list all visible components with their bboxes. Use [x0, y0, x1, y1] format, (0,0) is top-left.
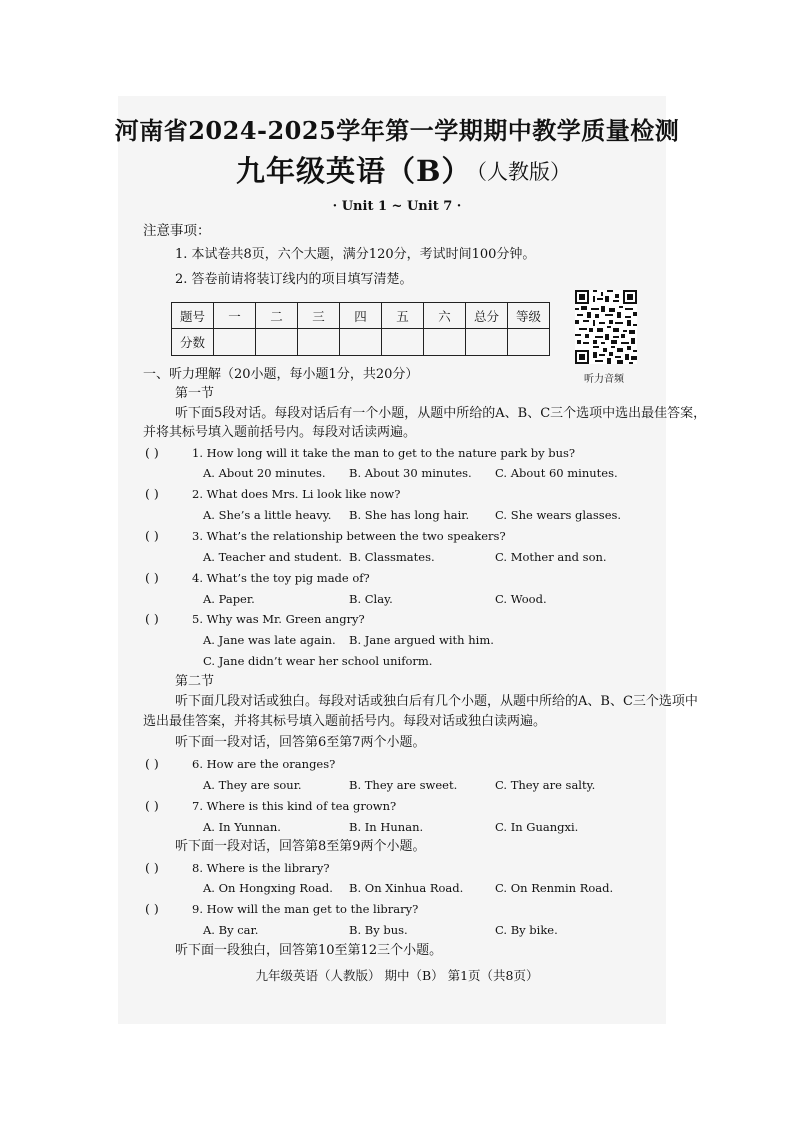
- score-cell: [466, 329, 508, 356]
- option-b: B. Clay.: [349, 592, 393, 606]
- question-text: 7. Where is this kind of tea grown?: [192, 799, 397, 813]
- part-1-instruction: 听下面5段对话。每段对话后有一个小题，从题中所给的A、B、C三个选项中选出最佳答案，: [175, 406, 707, 421]
- option-b: B. By bus.: [349, 923, 408, 937]
- note-item: 2. 答卷前请将装订线内的项目填写清楚。: [175, 272, 413, 287]
- page-footer: 九年级英语（人教版） 期中（B） 第1页（共8页）: [255, 968, 539, 983]
- option-c: C. On Renmin Road.: [495, 881, 614, 895]
- option-b: B. She has long hair.: [349, 508, 470, 522]
- answer-blank[interactable]: ( ): [145, 901, 159, 916]
- answer-blank[interactable]: ( ): [145, 860, 159, 875]
- answer-blank[interactable]: ( ): [145, 570, 159, 585]
- notes-heading: 注意事项：: [143, 223, 211, 239]
- option-c: C. They are salty.: [495, 778, 596, 792]
- part-2-instruction: 选出最佳答案，并将其标号填入题前括号内。每段对话或独白读两遍。: [143, 714, 547, 729]
- answer-blank[interactable]: ( ): [145, 445, 159, 460]
- score-header-cell: 题号: [172, 303, 214, 329]
- option-a: A. In Yunnan.: [203, 820, 281, 834]
- score-cell: [256, 329, 298, 356]
- exam-units-range: · Unit 1 ~ Unit 7 ·: [332, 199, 462, 214]
- question-text: 8. Where is the library?: [192, 861, 330, 875]
- score-header-cell: 六: [424, 303, 466, 329]
- part-1-label: 第一节: [175, 386, 215, 401]
- option-b: B. On Xinhua Road.: [349, 881, 464, 895]
- score-table-score-row: [172, 329, 550, 356]
- answer-blank[interactable]: ( ): [145, 486, 159, 501]
- score-header-cell: 等级: [508, 303, 550, 329]
- score-header-cell: 一: [214, 303, 256, 329]
- question-text: 1. How long will it take the man to get to the nature park by bus?: [192, 446, 576, 460]
- option-b: B. Jane argued with him.: [349, 633, 494, 647]
- answer-blank[interactable]: ( ): [145, 756, 159, 771]
- option-a: A. By car.: [203, 923, 259, 937]
- qr-code-icon: [575, 290, 637, 364]
- option-c: C. Wood.: [495, 592, 547, 606]
- option-a: A. About 20 minutes.: [203, 466, 326, 480]
- score-header-cell: 二: [256, 303, 298, 329]
- option-c: C. Jane didn’t wear her school uniform.: [203, 654, 433, 668]
- score-cell: [298, 329, 340, 356]
- score-row-label: 分数: [172, 329, 214, 356]
- question-text: 5. Why was Mr. Green angry?: [192, 612, 365, 626]
- score-cell: [340, 329, 382, 356]
- option-a: A. They are sour.: [203, 778, 302, 792]
- score-cell: [382, 329, 424, 356]
- score-header-cell: 三: [298, 303, 340, 329]
- option-c: C. She wears glasses.: [495, 508, 622, 522]
- option-b: B. About 30 minutes.: [349, 466, 472, 480]
- option-b: B. Classmates.: [349, 550, 435, 564]
- option-a: A. On Hongxing Road.: [203, 881, 333, 895]
- score-table-header-row: [172, 303, 550, 329]
- score-cell: [424, 329, 466, 356]
- monologue-lead: 听下面一段独白，回答第10至第12三个小题。: [175, 943, 443, 958]
- section-1-title: 一、听力理解（20小题，每小题1分，共20分）: [143, 367, 419, 382]
- option-a: A. Teacher and student.: [203, 550, 342, 564]
- option-b: B. They are sweet.: [349, 778, 458, 792]
- exam-subject-title: 九年级英语（B）: [236, 154, 472, 188]
- dialogue-lead: 听下面一段对话，回答第8至第9两个小题。: [175, 839, 426, 854]
- option-a: A. She’s a little heavy.: [203, 508, 332, 522]
- option-a: A. Jane was late again.: [203, 633, 336, 647]
- option-a: A. Paper.: [203, 592, 255, 606]
- score-header-cell: 五: [382, 303, 424, 329]
- question-text: 6. How are the oranges?: [192, 757, 336, 771]
- score-cell: [214, 329, 256, 356]
- question-text: 2. What does Mrs. Li look like now?: [192, 487, 401, 501]
- option-b: B. In Hunan.: [349, 820, 424, 834]
- part-2-label: 第二节: [175, 674, 215, 689]
- dialogue-lead: 听下面一段对话，回答第6至第7两个小题。: [175, 735, 426, 750]
- exam-title: 河南省2024-2025学年第一学期期中教学质量检测: [114, 116, 680, 145]
- question-text: 3. What’s the relationship between the two speakers?: [192, 529, 506, 543]
- note-item: 1. 本试卷共8页，六个大题，满分120分，考试时间100分钟。: [175, 247, 536, 262]
- qr-caption: 听力音频: [584, 374, 624, 385]
- option-c: C. In Guangxi.: [495, 820, 579, 834]
- option-c: C. Mother and son.: [495, 550, 607, 564]
- score-cell: [508, 329, 550, 356]
- score-header-cell: 四: [340, 303, 382, 329]
- part-1-instruction: 并将其标号填入题前括号内。每段对话读两遍。: [143, 425, 417, 440]
- score-header-cell: 总分: [466, 303, 508, 329]
- option-c: C. About 60 minutes.: [495, 466, 618, 480]
- exam-edition: （人教版）: [466, 160, 571, 184]
- option-c: C. By bike.: [495, 923, 558, 937]
- question-text: 9. How will the man get to the library?: [192, 902, 419, 916]
- answer-blank[interactable]: ( ): [145, 611, 159, 626]
- part-2-instruction: 听下面几段对话或独白。每段对话或独白后有几个小题，从题中所给的A、B、C三个选项中: [175, 694, 698, 709]
- answer-blank[interactable]: ( ): [145, 528, 159, 543]
- score-table: [171, 302, 550, 356]
- question-text: 4. What’s the toy pig made of?: [192, 571, 370, 585]
- answer-blank[interactable]: ( ): [145, 798, 159, 813]
